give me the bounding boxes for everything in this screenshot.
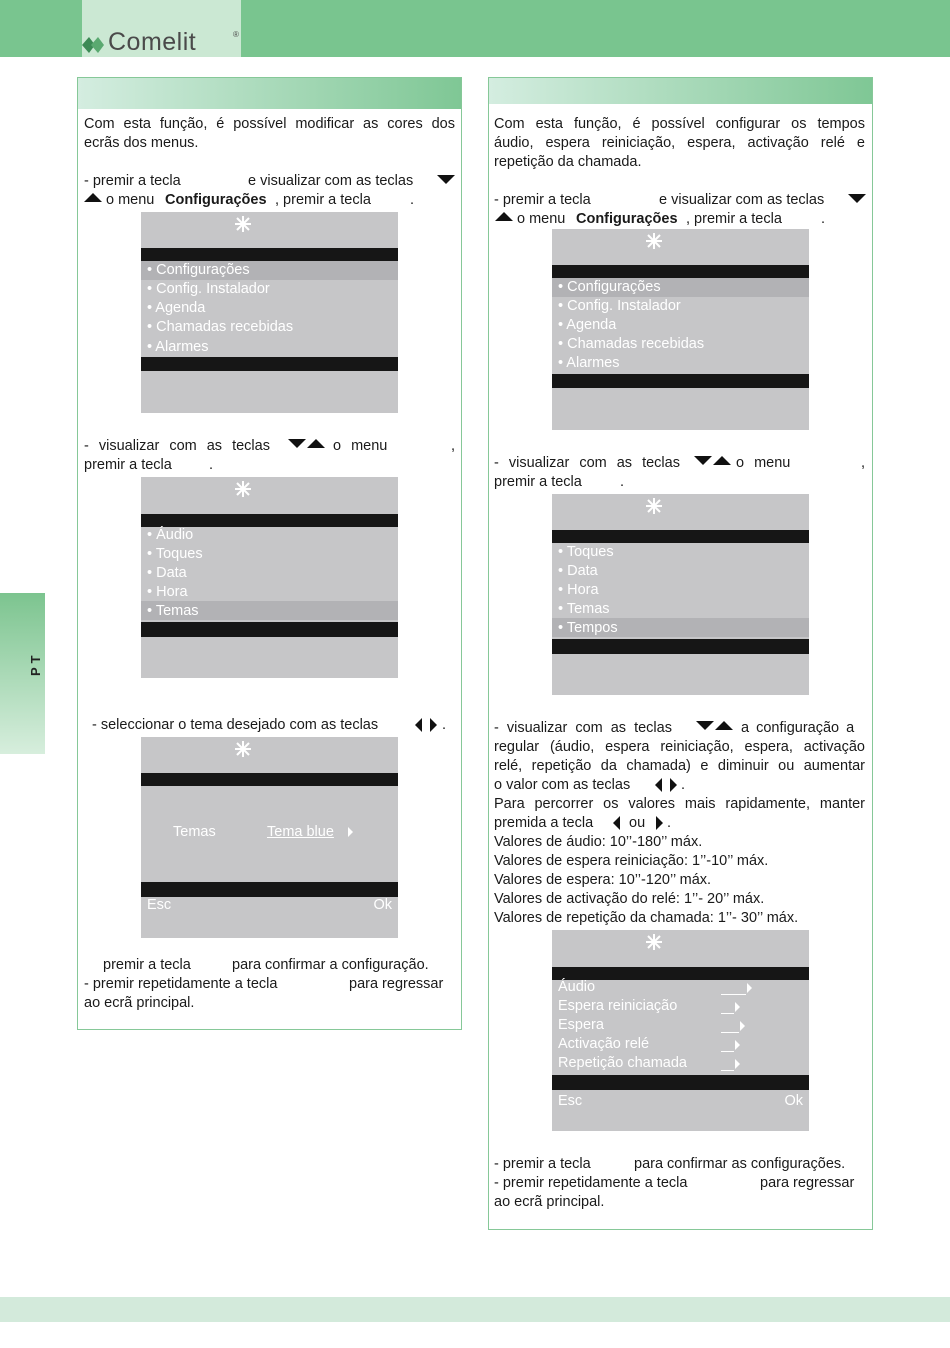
screen-bar-bottom [552,639,809,654]
value-range-audio: Valores de áudio: 10’’-180’’ máx. [494,834,703,850]
menu-item-configuracoes[interactable]: • Configurações [558,279,661,295]
screen-bar-bottom [141,622,398,637]
right-step2-a: - visualizar com as teclas [494,455,680,471]
right-step1-d: , premir a tecla [686,211,782,227]
arrow-right-icon[interactable] [348,827,353,837]
time-row-audio[interactable]: Áudio [558,979,596,995]
arrow-right-icon [670,778,677,792]
menu-item-toques[interactable]: • Toques [558,544,614,560]
right-step2-b: o menu [736,455,791,471]
time-row-espera[interactable]: Espera [558,1017,604,1033]
right-intro-line-1: Com esta função, é possível configurar os tempos [494,116,865,132]
left-step1-b: e visualizar com as teclas [248,173,414,189]
right-step2-c: , [861,455,866,471]
sun-icon [234,740,252,758]
right-outro-c: ao ecrã principal. [494,1194,605,1210]
value-range-activacao-rele: Valores de activação do relé: 1’’- 20’’ máx. [494,891,765,907]
right-step1-a: - premir a tecla [494,192,591,208]
left-step2-c: , [451,438,456,454]
left-step1-e: . [410,192,415,208]
left-outro-a: premir a tecla [103,957,191,973]
menu-item-chamadas-recebidas[interactable]: • Chamadas recebidas [147,319,294,335]
menu-item-audio[interactable]: • Áudio [147,527,194,543]
left-outro-c1: - premir repetidamente a tecla [84,976,278,992]
right-outro-a1: - premir a tecla [494,1156,591,1172]
menu-screen-configuracoes [141,477,398,678]
left-step1-bold: Configurações [165,192,267,208]
screen-bar-top [141,248,398,261]
right-panel-header [489,78,872,104]
ok-softkey[interactable]: Ok [373,897,392,913]
right-step3-d1: o valor com as teclas [494,777,631,793]
arrow-up-icon [307,439,325,448]
left-step2-d: premir a tecla [84,457,172,473]
right-step1-b: e visualizar com as teclas [659,192,825,208]
screen-bar-top [141,514,398,527]
time-row-espera-reiniciacao[interactable]: Espera reiniciação [558,998,678,1014]
left-step1-d: , premir a tecla [275,192,371,208]
menu-item-toques[interactable]: • Toques [147,546,203,562]
arrow-down-icon [437,175,455,184]
menu-item-agenda[interactable]: • Agenda [558,317,617,333]
menu-item-tempos[interactable]: • Tempos [558,620,618,636]
arrow-right-icon [735,1002,740,1012]
right-outro-a2: para confirmar as configurações. [634,1156,846,1172]
left-outro-d: ao ecrã principal. [84,995,195,1011]
left-outro-c2: para regressar [349,976,444,992]
arrow-left-icon [613,816,620,830]
menu-item-config-instalador[interactable]: • Config. Instalador [558,298,681,314]
right-intro-line-2: áudio, espera reiniciação, espera, activação relé e [494,135,865,151]
espera-reiniciacao-slider[interactable] [721,1000,734,1014]
right-step3-a1: - visualizar com as teclas [494,720,672,736]
arrow-down-icon [696,721,714,730]
sun-icon [234,215,252,233]
menu-item-hora[interactable]: • Hora [147,584,188,600]
screen-bar-bottom [552,1075,809,1090]
menu-item-temas[interactable]: • Temas [558,601,610,617]
theme-screen [141,737,398,938]
arrow-left-icon [655,778,662,792]
menu-item-configuracoes[interactable]: • Configurações [147,262,250,278]
left-step3-b: . [442,717,447,733]
esc-softkey[interactable]: Esc [558,1093,583,1109]
right-intro-line-3: repetição da chamada. [494,154,642,170]
esc-softkey[interactable]: Esc [147,897,172,913]
right-step3-c: relé, repetição da chamada) e diminuir ou aumentar [494,758,865,774]
right-step1-c: o menu [517,211,566,227]
arrow-right-icon [735,1040,740,1050]
value-range-espera: Valores de espera: 10’’-120’’ máx. [494,872,712,888]
screen-bar-bottom [552,374,809,388]
arrow-up-icon [495,212,513,221]
screen-bar-bottom [141,357,398,371]
arrow-left-icon [415,718,422,732]
left-intro-line-1: Com esta função, é possível modificar as cores dos [84,116,455,132]
arrow-down-icon [288,439,306,448]
screen-bar-top [552,265,809,278]
ok-softkey[interactable]: Ok [784,1093,803,1109]
arrow-right-icon [656,816,663,830]
right-step3-f1: premida a tecla [494,815,594,831]
right-step3-a2: a configuração a [741,720,855,736]
menu-item-chamadas-recebidas[interactable]: • Chamadas recebidas [558,336,705,352]
left-step1-a: - premir a tecla [84,173,181,189]
right-step2-d: premir a tecla [494,474,582,490]
value-range-repeticao: Valores de repetição da chamada: 1’’- 30’’ máx. [494,910,799,926]
menu-screen-configuracoes [552,494,809,695]
right-step3-b: regular (áudio, espera reiniciação, espera, activação [494,739,865,755]
right-step1-bold: Configurações [576,211,678,227]
arrow-right-icon [740,1021,745,1031]
arrow-down-icon [694,456,712,465]
screen-bar-top [141,773,398,786]
menu-item-config-instalador[interactable]: • Config. Instalador [147,281,270,297]
value-range-espera-reiniciacao: Valores de espera reiniciação: 1’’-10’’ máx. [494,853,769,869]
brand-logo: Comelit [108,28,197,56]
theme-label: Temas [173,824,216,840]
sun-icon [645,497,663,515]
footer-bar [0,1297,950,1322]
arrow-right-icon [735,1059,740,1069]
left-panel-header [78,78,461,109]
right-outro-b2: para regressar [760,1175,855,1191]
left-step2-e: . [209,457,214,473]
arrow-up-icon [715,721,733,730]
left-step3-a: - seleccionar o tema desejado com as teclas [92,717,379,733]
arrow-down-icon [848,194,866,203]
comelit-logo-icon [82,36,108,54]
left-step1-c: o menu [106,192,155,208]
right-step3-f2: ou [629,815,646,831]
left-intro-line-2: ecrãs dos menus. [84,135,199,151]
left-outro-b: para confirmar a configuração. [232,957,429,973]
arrow-right-icon [747,983,752,993]
arrow-up-icon [84,193,102,202]
sun-icon [645,232,663,250]
registered-mark: ® [233,30,239,39]
right-step2-e: . [620,474,625,490]
activacao-rele-slider[interactable] [721,1038,734,1052]
left-step2-b: o menu [333,438,388,454]
sun-icon [234,480,252,498]
right-step3-f3: . [667,815,672,831]
times-screen [552,930,809,1131]
time-row-repeticao-chamada[interactable]: Repetição chamada [558,1055,687,1071]
menu-item-hora[interactable]: • Hora [558,582,599,598]
right-step3-d2: . [681,777,686,793]
right-step1-e: . [821,211,826,227]
menu-item-data[interactable]: • Data [147,565,187,581]
right-step3-e: Para percorrer os valores mais rapidamente, manter [494,796,865,812]
screen-bar-top [552,530,809,543]
audio-slider[interactable] [721,981,746,995]
menu-item-alarmes[interactable]: • Alarmes [147,339,209,355]
theme-value[interactable]: Tema blue [267,824,334,840]
menu-screen-main [552,229,809,430]
time-row-activacao-rele[interactable]: Activação relé [558,1036,650,1052]
menu-screen-main [141,212,398,413]
screen-bar-bottom [141,882,398,897]
menu-item-temas[interactable]: • Temas [147,603,199,619]
menu-item-alarmes[interactable]: • Alarmes [558,355,620,371]
sun-icon [645,933,663,951]
repeticao-chamada-slider[interactable] [721,1057,734,1071]
language-label: PT [28,651,43,676]
left-step2-a: - visualizar com as teclas [84,438,270,454]
menu-item-data[interactable]: • Data [558,563,598,579]
menu-item-agenda[interactable]: • Agenda [147,300,206,316]
arrow-up-icon [713,456,731,465]
right-outro-b1: - premir repetidamente a tecla [494,1175,688,1191]
espera-slider[interactable] [721,1019,739,1033]
arrow-right-icon [430,718,437,732]
